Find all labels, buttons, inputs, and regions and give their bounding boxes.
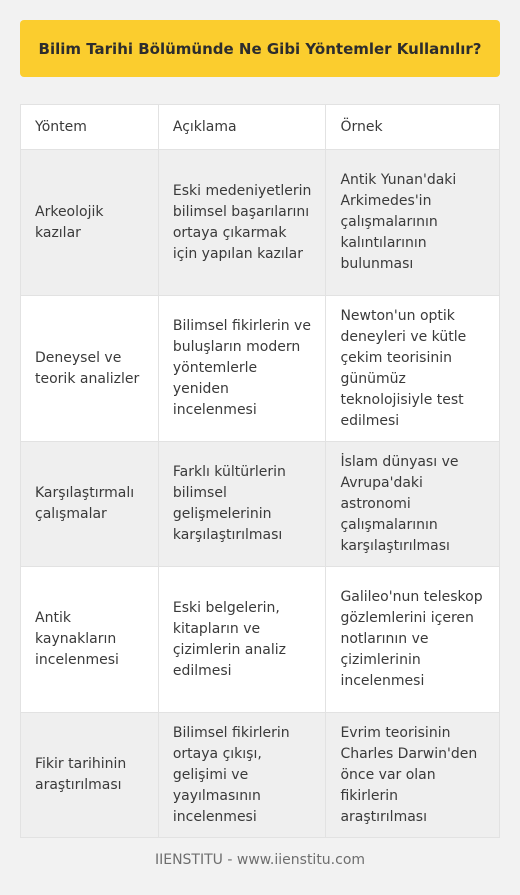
- description-cell: Eski medeniyetlerin bilimsel başarılarını ortaya çıkarmak için yapılan kazılar: [158, 150, 326, 296]
- example-cell: Antik Yunan'daki Arkimedes'in çalışmalarının kalıntılarının bulunması: [326, 150, 500, 296]
- method-cell: Fikir tarihinin araştırılması: [21, 713, 159, 838]
- description-cell: Farklı kültürlerin bilimsel gelişmelerinin karşılaştırılması: [158, 442, 326, 567]
- table-header-row: [21, 105, 500, 150]
- table-row: [21, 296, 500, 442]
- method-cell: Karşılaştırmalı çalışmalar: [21, 442, 159, 567]
- description-cell: Bilimsel fikirlerin ortaya çıkışı, gelişimi ve yayılmasının incelenmesi: [158, 713, 326, 838]
- example-cell: İslam dünyası ve Avrupa'daki astronomi çalışmalarının karşılaştırılması: [326, 442, 500, 567]
- description-cell: Eski belgelerin, kitapların ve çizimlerin analiz edilmesi: [158, 567, 326, 713]
- footer-credit: IIENSTITU - www.iienstitu.com: [154, 852, 366, 868]
- table-row: [21, 713, 500, 838]
- method-cell: Deneysel ve teorik analizler: [21, 296, 159, 442]
- description-cell: Bilimsel fikirlerin ve buluşların modern yöntemlerle yeniden incelenmesi: [158, 296, 326, 442]
- methods-table: [20, 104, 500, 838]
- method-cell: Arkeolojik kazılar: [21, 150, 159, 296]
- example-cell: Evrim teorisinin Charles Darwin'den önce var olan fikirlerin araştırılması: [326, 713, 500, 838]
- table-row: [21, 150, 500, 296]
- example-cell: Galileo'nun teleskop gözlemlerini içeren notlarının ve çizimlerinin incelenmesi: [326, 567, 500, 713]
- column-header-description: Açıklama: [158, 105, 326, 150]
- table-row: [21, 442, 500, 567]
- example-cell: Newton'un optik deneyleri ve kütle çekim teorisinin günümüz teknolojisiyle test edilmesi: [326, 296, 500, 442]
- page-title: Bilim Tarihi Bölümünde Ne Gibi Yöntemler Kullanılır?: [20, 20, 500, 77]
- column-header-example: Örnek: [326, 105, 500, 150]
- column-header-method: Yöntem: [21, 105, 159, 150]
- table-row: [21, 567, 500, 713]
- method-cell: Antik kaynakların incelenmesi: [21, 567, 159, 713]
